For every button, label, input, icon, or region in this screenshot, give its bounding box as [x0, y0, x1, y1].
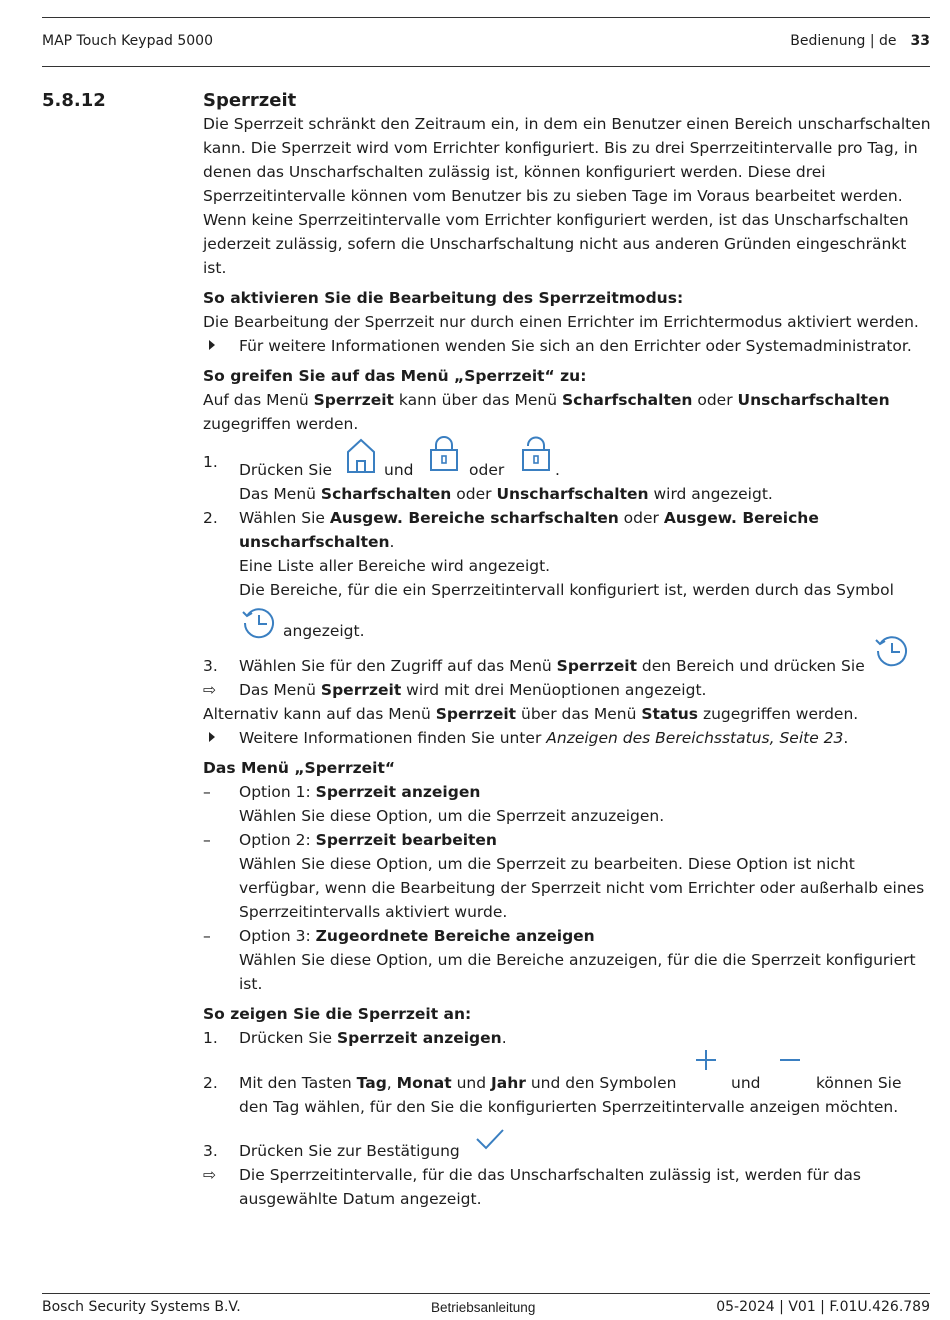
show-step-3: [203, 1139, 933, 1163]
show-step-3-line: Drücken Sie zur Bestätigung: [239, 1139, 933, 1163]
section-title: Sperrzeit: [203, 90, 297, 111]
show-result-text: Die Sperrzeitintervalle, für die das Unscharfschalten zulässig ist, werden für das ausgewählte Datum angezeigt.: [239, 1166, 862, 1208]
option-title: Option 2: Sperrzeit bearbeiten: [239, 831, 497, 849]
footer-document-type: Betriebsanleitung: [431, 1300, 536, 1315]
access-step-result: [203, 678, 933, 702]
activate-text: Die Bearbeitung der Sperrzeit nur durch einen Errichter im Errichtermodus aktiviert werden.: [203, 313, 919, 331]
access-step-2: [203, 506, 933, 644]
result-arrow-icon: ⇨: [203, 681, 216, 699]
step-number: 3.: [203, 657, 218, 675]
show-step-2: [203, 1071, 933, 1119]
period-text: .: [555, 461, 560, 479]
option-title: Option 1: Sperrzeit anzeigen: [239, 783, 481, 801]
access-more-info: [203, 726, 933, 750]
step-number: 3.: [203, 1142, 218, 1160]
page-header: [42, 33, 930, 51]
intro-paragraph-2: Wenn keine Sperrzeitintervalle vom Errichter konfiguriert werden, ist das Unscharfschalten jederzeit zulässig, sofern die Unscharfschaltung nicht aus anderen Gründen eingeschränkt ist.: [203, 211, 909, 277]
header-section: [790, 33, 930, 49]
cross-reference-link[interactable]: Anzeigen des Bereichsstatus, Seite 23: [546, 729, 844, 747]
home-icon: [346, 438, 376, 474]
intro-paragraph-1: Die Sperrzeit schränkt den Zeitraum ein, in dem ein Benutzer einen Bereich unscharfschalten kann. Die Sperrzeit wird vom Errichter konfiguriert. Bis zu drei Sperrzeitintervalle pro Tag, in denen das Unscharfschalten zulässig ist, können konfiguriert werden. Diese drei Sperrzeitintervalle können vom Benutzer bis zu sieben Tage im Voraus bearbeitet werden.: [203, 115, 931, 205]
page-footer: [42, 1299, 930, 1317]
option-description: Wählen Sie diese Option, um die Sperrzeit anzuzeigen.: [239, 807, 665, 825]
activate-heading: So aktivieren Sie die Bearbeitung des Sperrzeitmodus:: [203, 289, 684, 307]
minus-icon: [779, 1049, 801, 1071]
header-top-rule: [42, 17, 930, 18]
access-step-3: [203, 654, 933, 678]
show-step-2-continued: [239, 1071, 933, 1119]
step-2-line-3: Die Bereiche, für die ein Sperrzeitintervall konfiguriert ist, werden durch das Symbol: [239, 581, 894, 599]
menu-option-1: [203, 780, 933, 828]
activate-note: [203, 334, 933, 358]
show-step-result: [203, 1163, 933, 1211]
section-content: [203, 90, 933, 1211]
access-alt-text: Alternativ kann auf das Menü Sperrzeit über das Menü Status zugegriffen werden.: [203, 705, 859, 723]
dash-bullet: –: [203, 783, 211, 801]
option-description: Wählen Sie diese Option, um die Sperrzeit zu bearbeiten. Diese Option ist nicht verfügbar, wenn die Bearbeitung der Sperrzeit nicht vom Errichter oder außerhalb eines Sperrzeitintervalls aktiviert wurde.: [239, 855, 925, 921]
more-info-text: Weitere Informationen finden Sie unter Anzeigen des Bereichsstatus, Seite 23.: [239, 729, 849, 747]
step-1-text: Drücken Sie: [239, 461, 333, 479]
menu-option-3: [203, 924, 933, 996]
page-number: 33: [910, 33, 930, 49]
option-title: Option 3: Zugeordnete Bereiche anzeigen: [239, 927, 595, 945]
footer-version: 05-2024 | V01 | F.01U.426.789: [716, 1299, 930, 1315]
plus-icon: [695, 1049, 717, 1071]
step-number: 1.: [203, 453, 218, 471]
and-text: und: [731, 1074, 761, 1092]
access-text: Auf das Menü Sperrzeit kann über das Menü Scharfschalten oder Unscharfschalten zugegriffen werden.: [203, 391, 890, 433]
show-step-2-tail: können Sie den Tag wählen, für den Sie die konfigurierten Sperrzeitintervalle anzeigen möchten.: [239, 1074, 902, 1116]
triangle-bullet-icon: [203, 334, 239, 358]
step-2-line-4: angezeigt.: [283, 622, 365, 640]
step-number: 2.: [203, 1074, 218, 1092]
access-result-text: Das Menü Sperrzeit wird mit drei Menüoptionen angezeigt.: [239, 681, 707, 699]
footer-rule: [42, 1293, 930, 1294]
step-1-result: Das Menü Scharfschalten oder Unscharfschalten wird angezeigt.: [239, 485, 773, 503]
step-2-text: Wählen Sie Ausgew. Bereiche scharfschalten oder Ausgew. Bereiche unscharfschalten.: [239, 509, 819, 551]
dash-bullet: –: [203, 831, 211, 849]
show-step-1-text: Drücken Sie Sperrzeit anzeigen.: [239, 1029, 507, 1047]
triangle-bullet-icon: [203, 726, 239, 750]
header-product: MAP Touch Keypad 5000: [42, 33, 213, 49]
lock-open-icon: [521, 436, 551, 472]
checkmark-icon: [475, 1127, 505, 1151]
result-arrow-icon: ⇨: [203, 1166, 216, 1184]
show-heading: So zeigen Sie die Sperrzeit an:: [203, 1005, 472, 1023]
access-heading: So greifen Sie auf das Menü „Sperrzeit“ zu:: [203, 367, 587, 385]
step-1-line: [239, 450, 933, 482]
show-step-2-text: Mit den Tasten Tag, Monat und Jahr und den Symbolen: [239, 1074, 677, 1092]
dash-bullet: –: [203, 927, 211, 945]
header-bottom-rule: [42, 66, 930, 67]
step-number: 2.: [203, 509, 218, 527]
option-description: Wählen Sie diese Option, um die Bereiche anzuzeigen, für die die Sperrzeit konfiguriert ist.: [239, 951, 916, 993]
activate-note-text: Für weitere Informationen wenden Sie sich an den Errichter oder Systemadministrator.: [239, 337, 912, 355]
menu-heading: Das Menü „Sperrzeit“: [203, 759, 396, 777]
access-step-1: [203, 450, 933, 506]
or-text: oder: [469, 461, 505, 479]
history-clock-icon: [241, 606, 277, 640]
footer-company: Bosch Security Systems B.V.: [42, 1299, 241, 1315]
show-step-1: [203, 1026, 933, 1050]
step-2-icon-line: [239, 602, 933, 644]
section-number: 5.8.12: [42, 90, 106, 111]
menu-option-2: [203, 828, 933, 924]
and-text: und: [384, 461, 414, 479]
lock-closed-icon: [429, 436, 459, 472]
header-section-label: Bedienung | de: [790, 33, 897, 49]
step-2-line-2: Eine Liste aller Bereiche wird angezeigt.: [239, 557, 551, 575]
step-number: 1.: [203, 1029, 218, 1047]
history-clock-icon: [874, 634, 910, 668]
step-3-text: Wählen Sie für den Zugriff auf das Menü Sperrzeit den Bereich und drücken Sie: [239, 654, 933, 678]
